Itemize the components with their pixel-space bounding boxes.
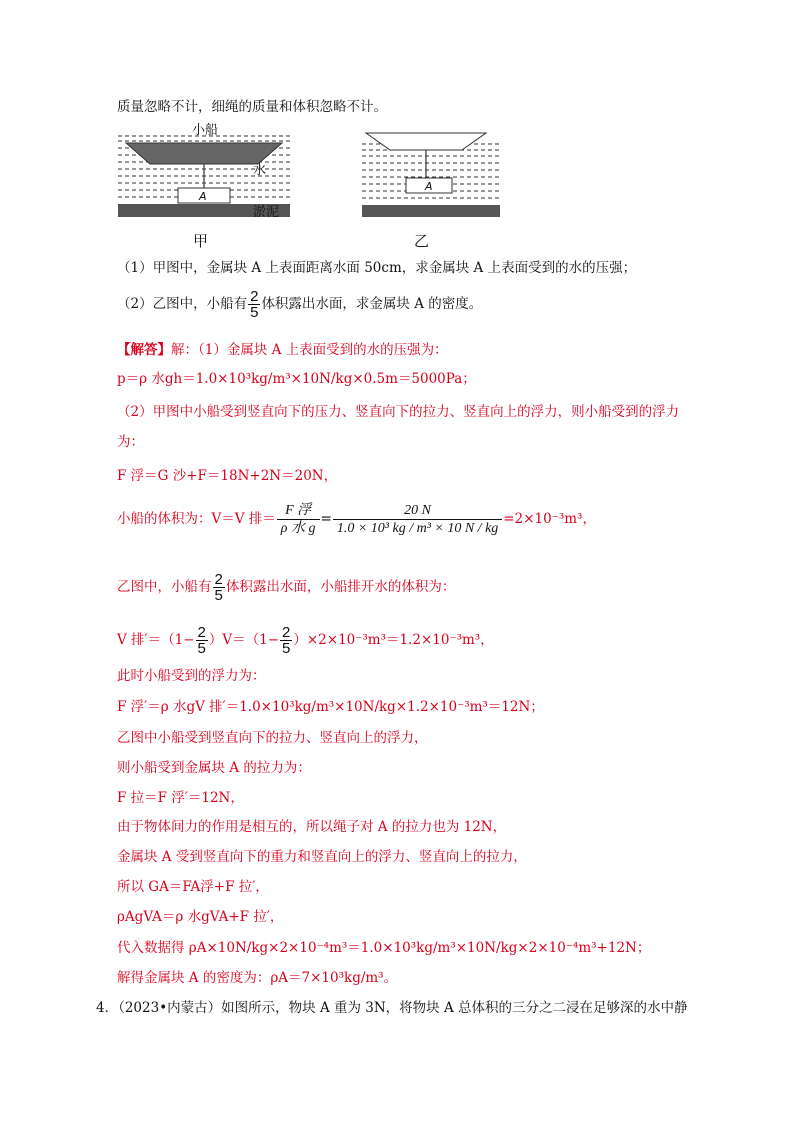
l7-post: 体积露出水面，小船排开水的体积为： [225,579,456,595]
question-2-post: 体积露出水面，求金属块 A 的密度。 [261,296,483,312]
boat-label: 小船 [192,123,219,138]
intro-text: 质量忽略不计，细绳的质量和体积忽略不计。 [117,99,387,115]
answer-line-14: 由于物体间力的作用是相互的，所以绳子对 A 的拉力也为 12N， [117,819,507,835]
answer-line-15: 金属块 A 受到竖直向下的重力和竖直向上的浮力、竖直向上的拉力， [117,849,527,865]
answer-line-1 [117,341,448,359]
answer-line-5: F 浮＝G 沙+F＝18N+2N＝20N， [117,468,338,484]
question-1: （1）甲图中，金属块 A 上表面距离水面 50cm，求金属块 A 上表面受到的水的压强； [117,260,637,276]
caption-yi: 乙 [414,232,430,250]
answer-line-10: F 浮′＝ρ 水gV 排′＝1.0×10³kg/m³×10N/kg×1.2×10⁻³m³＝12N； [117,699,544,715]
question-2 [117,289,482,320]
block-a-label: A [425,180,433,193]
boat-shape [126,143,282,164]
answer-line-19: 解得金属块 A 的密度为：ρA＝7×10³kg/m³。 [117,970,398,986]
l6-pre: 小船的体积为：V＝V 排＝ [117,511,276,527]
answer-line-2: p＝ρ 水gh＝1.0×10³kg/m³×10N/kg×0.5m＝5000Pa； [117,371,476,387]
answer-line-16: 所以 GA＝FA浮+F 拉′， [117,879,269,895]
answer-line-12: 则小船受到金属块 A 的拉力为： [117,760,311,776]
fraction-2-5: $\frac{2}{5}$ [197,624,206,657]
fraction-2-5: $\frac{2}{5}$ [282,624,291,657]
fraction-2-5: $\frac{2}{5}$ [214,571,223,604]
mud-layer [362,205,500,217]
caption-jia: 甲 [193,232,209,250]
fraction-2-5: $\frac{2}{5}$ [250,288,259,321]
answer-line-18: 代入数据得 ρA×10N/kg×2×10⁻⁴m³＝1.0×10³kg/m³×10N/kg×2×10⁻⁴m³+12N； [117,940,651,956]
figure-jia [112,122,322,252]
answer-line-9: 此时小船受到的浮力为： [117,668,266,684]
fraction-volume-numeric: $\frac{20 N}{\text{1.0 × 10³ kg / m³ × 10 N / kg}}$ [333,502,502,537]
answer-tag: 【解答】 [117,342,171,358]
answer-line-7 [117,572,455,603]
answer-line-17: ρAgVA＝ρ 水gVA+F 拉′， [117,909,284,925]
l8-b: ）V＝（1− [208,632,280,648]
answer-line-11: 乙图中小船受到竖直向下的拉力、竖直向上的浮力， [117,730,428,746]
figure-yi [356,130,506,250]
question-2-pre: （2）乙图中，小船有 [117,296,248,312]
boat-shape [366,133,486,150]
mud-label: 淤泥 [253,205,280,220]
l8-c: ）×2×10⁻³m³＝1.2×10⁻³m³， [293,632,494,648]
answer-line-6: 小船的体积为：V＝V 排＝ $\frac{\text{F 浮}}{\text{ρ 水 g}}$ = $\frac{20 N}{\text{1.0 × 10³ kg / m³ × 10 N / kg}}$ =2×10⁻³m³， [117,503,596,536]
l8-a: V 排′＝（1− [117,632,195,648]
water-label: 水 [253,163,267,178]
fraction-volume-formula: $\frac{\text{F 浮}}{\text{ρ 水 g}}$ [277,502,320,537]
next-question: 4．（2023•内蒙古）如图所示，物块 A 重为 3N，将物块 A 总体积的三分之二浸在足够深的水中静 [96,1000,688,1016]
answer-l1: 解：（1）金属块 A 上表面受到的水的压强为： [171,342,448,358]
answer-line-13: F 拉＝F 浮′＝12N， [117,790,244,806]
l7-pre: 乙图中，小船有 [117,579,212,595]
l6-post: =2×10⁻³m³， [503,511,596,527]
block-a-label: A [199,190,207,203]
answer-line-8 [117,625,494,656]
answer-line-3: （2）甲图中小船受到竖直向下的压力、竖直向下的拉力、竖直向上的浮力，则小船受到的浮力 [117,404,680,420]
answer-line-4: 为： [117,434,144,450]
